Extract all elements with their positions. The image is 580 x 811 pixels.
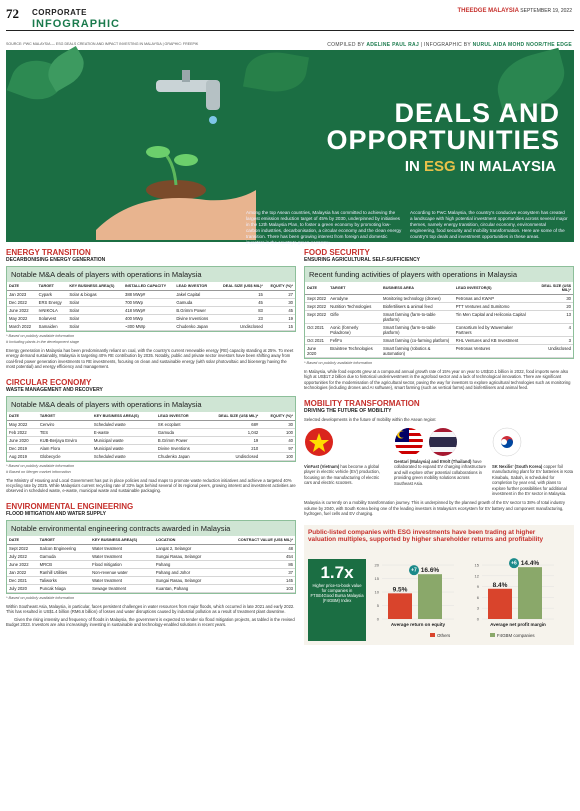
table-cell: Petronas Ventures	[454, 345, 530, 358]
y-tick-label: 3	[476, 605, 479, 611]
table-cell: Monitoring technology (drones)	[381, 295, 454, 303]
intro-left: Among the top Asean countries, Malaysia has committed to achieving the largest emission reduction target of 45% by 2030, underpinned by initiatives in the 12th Malaysia Plan, to foster a green economy by promoting low-carbon industries, decarbonisation, a circular economy and the clean energy transition. There has been growing interest from foreign and domestic investors in the country's green economy.	[246, 210, 402, 245]
table-cell: Divine Inventions	[156, 444, 203, 452]
table-cell: Aug 2019	[7, 452, 38, 460]
data-label: 8.4%	[492, 581, 508, 589]
table-cell: Jan 2022	[7, 568, 38, 576]
table-cell: Scheduled waste	[92, 452, 156, 460]
left-column: ENERGY TRANSITION DECARBONISING ENERGY GENERATION Notable M&A deals of players with operations in Malaysia DATE TARGET KEY BUSINESS AREA(S) INSTALLED CAPACITY LEAD INVESTOR DEAL SIZE (US$ MIL)* EQUITY (%)* Jan 2023 Cypark Solar & biogas 388 MWp# Jakel Capital 15 27 Dec 2022 ERS Energy Solar 700 MWp Gamuda 45 30 June 2022 reNIKOLA Solar 418 MWp# B.Grimm Power 83 45 May 2022 Solarvest Solar 400 MWp Divine Inventions 23 19 March 2022 Samaiden Solar ~300 MWp Chudenko Japan Undisclosed 15 * Based on publicly available information # Including plants in the development stage Energy generation in Malaysia has been predominantly reliant on coal, with the country's current renewable energy (RE) capacity standing at 25%. To meet energy demand sustainably, Malaysia is targeting 40% RE contribution by 2035. Notably, public and private sector investors have been shifting away from coal-fired power generation investments to RE investments, focusing on clean and sustainable energy (with solar photovoltaic and bioenergy having the most potential) and energy efficiency and management. CIRCULAR ECONOMY WASTE MANAGEMENT AND RECOVERY Notable M&A deals of players with operations in Malaysia DATE TARGET KEY BUSINESS AREA(S) LEAD INVESTOR DEAL SIZE (US$ MIL)* EQUITY (%)* May 2022 Cenviro Scheduled waste SK ecoplant 68# 30 Feb 2022 TES E-waste Gamuda 1,042 100 June 2020 KUB-Berjaya Enviro Municipal waste B.Grimm Power 19 40 Dec 2019 Alam Flora Municipal waste Divine Inventions 210 97 Aug 2019 Globecycle Scheduled waste Chudenko Japan Undisclosed 100 * Based on publicly available information # Based on Merger market information The Ministry of Housing and Local Government has put in place policies and road maps to promote waste reduction initiatives and achieve a targeted 40% recycling rate by 2025. While Malaysia's current recycling rate of 33% lags behind several of its regional peers, growing interest and investment activities are observed in scheduled waste, e-waste, municipal waste and sustainable packaging. ENVIRONMENTAL ENGINEERING FLOOD MITIGATION AND WATER SUPPLY Notable environmental engineering contracts awarded in Malaysia DATE TARGET KEY BUSINESS AREA(S) LOCATION CONTRACT VALUE (US$ MIL)* Sept 2022 Salcon Engineering Water treatment Langat 2, Selangor 48 July 2022 Gamuda Water treatment Sungai Rasau, Selangor 454 June 2022 MRCB Flood mitigation Pahang 86 Jan 2022 Ranhill Utilities Non-revenue water Pahang and Johor 37 Dec 2021 Taliworks Water treatment Sungai Rasau, Selangor 145 July 2020 Puncak Niaga Sewage treatment Kuantan, Pahang 103 * Based on publicly available information Within Southeast Asia, Malaysia, in particular, faces persistent challenges in water resources from major floods, which occurred in late 2021 and early 2022. This has resulted in US$1.4 billion (RM6.6 billion) of losses and water disruptions caused by industrial pollution as a result of treatment plant downtime. Given the rising intensity and frequency of floods in Malaysia, the government is expected to tender six flood mitigation projects, as tabled in the revised Budget 2023. Investors are also increasingly investing in sustainable and technology-enabled solutions in recent years.	[6, 248, 296, 628]
table-row	[305, 337, 573, 345]
table-cell: Sept 2022	[305, 295, 328, 303]
table-cell: Gamuda	[174, 299, 215, 307]
table-cell: Flood mitigation	[90, 560, 154, 568]
table-cell: Solar & biogas	[67, 291, 123, 299]
table-cell: 103	[218, 584, 295, 592]
table-cell: Puncak Niaga	[38, 584, 90, 592]
table-cell: Municipal waste	[92, 444, 156, 452]
table-cell: 100	[260, 428, 295, 436]
table-cell: June 2020	[7, 436, 38, 444]
table-cell: Scheduled waste	[92, 420, 156, 428]
table-cell: Sept 2022	[305, 311, 328, 324]
table-cell: Jakel Capital	[174, 291, 215, 299]
table-cell: July 2022	[7, 552, 38, 560]
circular-table-title: Notable M&A deals of players with operations in Malaysia	[7, 397, 295, 412]
circular-paragraph: The Ministry of Housing and Local Government has put in place policies and road maps to promote waste reduction initiatives and achieve a targeted 40% recycling rate by 2025. While Malaysia's current recycling rate of 33% lags behind several of its regional peers, growing interest and investment activities are observed in scheduled waste, e-waste, municipal waste and sustainable packaging.	[6, 477, 296, 494]
energy-heading: ENERGY TRANSITION	[6, 248, 91, 257]
table-cell: June 2022	[7, 307, 37, 315]
table-cell: Water treatment	[90, 576, 154, 584]
table-cell: ERS Energy	[37, 299, 68, 307]
circular-table-body	[7, 420, 295, 460]
enveng-paragraph-2: Given the rising intensity and frequency of floods in Malaysia, the government is expected to tender six flood mitigation projects, as tabled in the revised Budget 2023. Investors are also increasingly investing in sustainable and technology-enabled solutions in recent years.	[6, 616, 295, 628]
table-cell: Chudenko Japan	[174, 323, 215, 331]
table-cell: Alam Flora	[38, 444, 92, 452]
table-cell: 23	[215, 315, 265, 323]
publication: THEEDGE MALAYSIA	[457, 8, 519, 14]
table-cell: Solar	[67, 315, 123, 323]
table-cell: Dec 2022	[7, 299, 37, 307]
diff-label: +6	[511, 560, 517, 567]
table-cell: Solar	[67, 307, 123, 315]
y-tick-label: 20	[374, 562, 379, 568]
table-cell: 30	[530, 295, 573, 303]
legend-label: Others	[437, 632, 451, 638]
esg-chart-panel	[304, 525, 574, 645]
food-table: Recent funding activities of players with operations in Malaysia DATE TARGET BUSINESS AREA LEAD INVESTOR(S) DEAL SIZE (US$ MIL)* Sept 2022 Aerodyne Monitoring technology (drones) Petronas and KWAP 30 Sept 2022 Nutrition Technologies Biofertilisers & animal feed PTT Ventures and Sumitomo 20 Sept 2022 Gifle Smart farming (farm-to-table platform) Tin Men Capital and Heliconia Capital 13 Oct 2021 Aonic (formerly Poladrone) Smart farming (farm-to-table platform) Consortium led by Wavemaker Partners 4 Oct 2021 FefiFo Smart farming (co-farming platform) RHL Ventures and KB Investment 3 June 2020 Braintree Technologies Smart farming (robotics & automation) Petronas Ventures Undisclosed	[304, 266, 574, 359]
legend-label: F4GBM companies	[497, 632, 535, 638]
table-cell: Smart farming (farm-to-table platform)	[381, 324, 454, 337]
table-cell: 15	[265, 323, 295, 331]
table-cell: 454	[218, 552, 295, 560]
table-cell: Cypark	[37, 291, 68, 299]
table-row	[305, 303, 573, 311]
bar	[518, 567, 542, 619]
table-cell: 19	[203, 436, 260, 444]
table-cell: Sept 2022	[7, 544, 38, 552]
table-cell: Braintree Technologies	[328, 345, 381, 358]
hero-title: DEALS AND OPPORTUNITIES	[326, 98, 560, 155]
mobility-item-south-korea: SK Nexilis' (South Korea) copper foil manufacturing plant for EV batteries in Kota Kinabalu, Sabah, is scheduled for completion by year end, with plans to explore further possibilities for additional investment in the EV sector in Malaysia.	[492, 427, 574, 496]
table-cell: 30	[260, 420, 295, 428]
right-column: FOOD SECURITY ENSURING AGRICULTURAL SELF-SUFFICIENCY Recent funding activities of players with operations in Malaysia DATE TARGET BUSINESS AREA LEAD INVESTOR(S) DEAL SIZE (US$ MIL)* Sept 2022 Aerodyne Monitoring technology (drones) Petronas and KWAP 30 Sept 2022 Nutrition Technologies Biofertilisers & animal feed PTT Ventures and Sumitomo 20 Sept 2022 Gifle Smart farming (farm-to-table platform) Tin Men Capital and Heliconia Capital 13 Oct 2021 Aonic (formerly Poladrone) Smart farming (farm-to-table platform) Consortium led by Wavemaker Partners 4 Oct 2021 FefiFo Smart farming (co-farming platform) RHL Ventures and KB Investment 3 June 2020 Braintree Technologies Smart farming (robotics & automation) Petronas Ventures Undisclosed * Based on publicly available information In Malaysia, while food exports grew at a compound annual growth rate of 15% year on year to US$10.1 billion in 2022, food imports were also high at US$17.2 billion due to historical underinvestment in the agrofood sector and a lack of technological innovation. There are significant opportunities for the modernisation of the agricultural sector, paving the way for investors to explore agricultural technologies such as monitoring technologies (including drones and AI software), smart farming (such as vertical farms) and biofertilisers and animal feed. MOBILITY TRANSFORMATION DRIVING THE FUTURE OF MOBILITY Selected developments in the future of mobility within the Asean region: VinFast (Vietnam) has become a global player in electric vehicle (EV) production, focusing on the manufacturing of electric cars and electric scooters. Gentari (Malaysia) and EVolt (Thailand) have collaborated to expand EV charging infrastructure and will explore other potential collaborations in providing green mobility solutions across Southeast Asia. SK Nexilis' (South Korea) copper foil manufacturing plant for EV batteries in Kota Kinabalu, Sabah, is scheduled for completion by year end, with plans to explore further possibilities for additional investment in the EV sector in Malaysia. Malaysia is currently on a mobility transformation journey. This is underpinned by the planned growth of the EV sector to 38% of total industry volume by 2040, with South Korea being one of the leading investors in Malaysia's ecosystem for EV battery and component manufacturing, hydrogen, fuel cells and EV charging. Public-listed companies with ESG investments have been trading at higher valuation multiples, supported by higher shareholder returns and profitability 1.7x Higher price-to-book value for companies in FTSE4Good Bursa Malaysia (F4GBM) Index 0 5 10 15 20 9.5% 16.6% +7 Average return on equity 0 3 6 9 12 15 8.4% 14.4% +6 Average net profit margin Others F4GBM companies	[304, 248, 574, 645]
table-cell: PTT Ventures and Sumitomo	[454, 303, 530, 311]
enveng-heading: ENVIRONMENTAL ENGINEERING	[6, 501, 134, 511]
table-cell: Petronas and KWAP	[454, 295, 530, 303]
table-cell: Dec 2019	[7, 444, 38, 452]
leaf-decoration	[243, 47, 309, 97]
table-cell: 15	[215, 291, 265, 299]
mobility-subheading: DRIVING THE FUTURE OF MOBILITY	[304, 407, 392, 414]
category-label: Average return on equity	[390, 621, 446, 627]
table-cell: 30	[265, 299, 295, 307]
compiler: ADELINE PAUL RAJ	[366, 42, 420, 48]
table-cell: Smart farming (robotics & automation)	[381, 345, 454, 358]
table-cell: Dec 2021	[7, 576, 38, 584]
table-cell: Tin Men Capital and Heliconia Capital	[454, 311, 530, 324]
table-row	[7, 323, 295, 331]
data-label: 14.4%	[520, 559, 540, 567]
food-table-body	[305, 295, 573, 358]
table-cell: Jan 2023	[7, 291, 37, 299]
table-row	[7, 436, 295, 444]
energy-subheading: DECARBONISING ENERGY GENERATION	[6, 257, 106, 263]
table-row	[7, 584, 295, 592]
table-row	[305, 345, 573, 358]
table-cell: July 2020	[7, 584, 38, 592]
circular-heading: CIRCULAR ECONOMY	[6, 377, 92, 387]
table-cell: Cenviro	[38, 420, 92, 428]
table-cell: Taliworks	[38, 576, 90, 584]
table-cell: 48	[218, 544, 295, 552]
y-tick-label: 10	[374, 589, 379, 595]
table-cell: ~300 MWp	[123, 323, 174, 331]
table-row	[7, 428, 295, 436]
table-cell: Kuantan, Pahang	[154, 584, 218, 592]
bar	[418, 574, 442, 619]
table-cell: E-waste	[92, 428, 156, 436]
table-cell: Solarvest	[37, 315, 68, 323]
table-cell: Biofertilisers & animal feed	[381, 303, 454, 311]
vietnam-flag-icon	[304, 427, 334, 457]
table-cell: Smart farming (farm-to-table platform)	[381, 311, 454, 324]
table-cell: Non-revenue water	[90, 568, 154, 576]
table-cell: RHL Ventures and KB Investment	[454, 337, 530, 345]
table-cell: Undisclosed	[215, 323, 265, 331]
table-cell: Solar	[67, 299, 123, 307]
table-row	[7, 544, 295, 552]
table-cell: Consortium led by Wavemaker Partners	[454, 324, 530, 337]
table-cell: Ranhill Utilities	[38, 568, 90, 576]
intro-right: According to PwC Malaysia, the country's conducive ecosystem has created a landscape with high potential investment opportunities across several major themes, namely energy transition, circular economy, environmental engineering, food security and mobility transformation. Here are some of the country's top deals and investment opportunities in these areas.	[410, 210, 568, 239]
y-tick-label: 15	[474, 562, 479, 568]
hand-plant-icon	[66, 130, 266, 240]
mobility-item-vietnam: VinFast (Vietnam) has become a global player in electric vehicle (EV) production, focusing on the manufacturing of electric cars and electric scooters.	[304, 427, 388, 496]
legend-swatch	[490, 633, 495, 637]
page-number: 72	[6, 6, 19, 21]
table-cell: 210	[203, 444, 260, 452]
circular-table: Notable M&A deals of players with operations in Malaysia DATE TARGET KEY BUSINESS AREA(S) LEAD INVESTOR DEAL SIZE (US$ MIL)* EQUITY (%)* May 2022 Cenviro Scheduled waste SK ecoplant 68# 30 Feb 2022 TES E-waste Gamuda 1,042 100 June 2020 KUB-Berjaya Enviro Municipal waste B.Grimm Power 19 40 Dec 2019 Alam Flora Municipal waste Divine Inventions 210 97 Aug 2019 Globecycle Scheduled waste Chudenko Japan Undisclosed 100	[6, 396, 296, 462]
table-row	[7, 576, 295, 584]
table-cell: 700 MWp	[123, 299, 174, 307]
table-cell: 388 MWp#	[123, 291, 174, 299]
source-line: SOURCE: PWC MALAYSIA — ESG DEALS CREATION AND IMPACT INVESTING IN MALAYSIA | GRAPHIC: FREEPIK	[6, 42, 199, 46]
infographic-tag: INFOGRAPHIC	[32, 18, 120, 30]
food-table-title: Recent funding activities of players with operations in Malaysia	[305, 267, 573, 282]
table-cell: 68#	[203, 420, 260, 428]
valuation-callout	[308, 559, 366, 641]
table-cell: 418 MWp#	[123, 307, 174, 315]
table-row	[7, 307, 295, 315]
table-cell: 3	[530, 337, 573, 345]
table-cell: May 2022	[7, 420, 38, 428]
table-cell: 13	[530, 311, 573, 324]
table-cell: B.Grimm Power	[156, 436, 203, 444]
south-korea-flag-icon	[492, 427, 522, 457]
enveng-paragraph-1: Within Southeast Asia, Malaysia, in particular, faces persistent challenges in water resources from major floods, which occurred in late 2021 and early 2022. This has resulted in US$1.4 billion (RM6.6 billion) of losses and water disruptions caused by industrial pollution as a result of treatment plant downtime.	[6, 603, 295, 615]
circular-subheading: WASTE MANAGEMENT AND RECOVERY	[6, 386, 103, 393]
table-cell: Gamuda	[38, 552, 90, 560]
table-cell: Oct 2021	[305, 337, 328, 345]
energy-table-body	[7, 291, 295, 331]
table-cell: Sewage treatment	[90, 584, 154, 592]
table-cell: Feb 2022	[7, 428, 38, 436]
table-cell: 45	[265, 307, 295, 315]
food-heading: FOOD SECURITY	[304, 248, 370, 257]
table-cell: Samaiden	[37, 323, 68, 331]
table-cell: TES	[38, 428, 92, 436]
section-label: CORPORATE	[32, 8, 88, 17]
callout-text: Higher price-to-book value for companies in FTSE4Good Bursa Malaysia (F4GBM) Index	[310, 582, 364, 604]
table-cell: June 2022	[7, 560, 38, 568]
data-label: 16.6%	[420, 566, 440, 574]
table-cell: Sungai Rasau, Selangor	[154, 576, 218, 584]
callout-value: 1.7x	[320, 562, 354, 582]
table-row	[7, 291, 295, 299]
y-tick-label: 0	[476, 616, 479, 622]
table-row	[305, 295, 573, 303]
credits: COMPILED BY ADELINE PAUL RAJ | INFOGRAPHIC BY NURUL AIDA MOHD NOOR/THE EDGE	[327, 42, 572, 48]
table-cell: Langat 2, Selangor	[154, 544, 218, 552]
table-cell: Aerodyne	[328, 295, 381, 303]
y-tick-label: 0	[376, 616, 379, 622]
table-cell: 4	[530, 324, 573, 337]
malaysia-flag-icon	[394, 427, 424, 457]
table-row	[7, 568, 295, 576]
y-tick-label: 5	[376, 602, 379, 608]
table-cell: Sept 2022	[305, 303, 328, 311]
y-tick-label: 6	[476, 594, 479, 600]
y-tick-label: 15	[374, 575, 379, 581]
hero-banner	[6, 50, 574, 245]
table-cell: Aonic (formerly Poladrone)	[328, 324, 381, 337]
table-row	[7, 420, 295, 428]
table-row	[7, 444, 295, 452]
table-cell: 27	[265, 291, 295, 299]
energy-table-title: Notable M&A deals of players with operations in Malaysia	[7, 267, 295, 282]
mobility-items	[304, 427, 574, 496]
hero-subtitle: IN ESG IN MALAYSIA	[404, 158, 556, 175]
table-cell: B.Grimm Power	[174, 307, 215, 315]
mobility-heading: MOBILITY TRANSFORMATION	[304, 398, 420, 408]
table-cell: Gamuda	[156, 428, 203, 436]
data-label: 9.5%	[392, 586, 408, 594]
table-cell: Chudenko Japan	[156, 452, 203, 460]
table-cell: Gifle	[328, 311, 381, 324]
table-cell: Water treatment	[90, 552, 154, 560]
bar	[488, 588, 512, 618]
table-row	[7, 315, 295, 323]
diff-label: +7	[411, 567, 417, 574]
table-cell: Sungai Rasau, Selangor	[154, 552, 218, 560]
table-row	[7, 452, 295, 460]
table-cell: Divine Inventions	[174, 315, 215, 323]
table-cell: MRCB	[38, 560, 90, 568]
table-cell: June 2020	[305, 345, 328, 358]
chart-title: Public-listed companies with ESG investments have been trading at higher valuation multiples, supported by higher shareholder returns and profitability	[308, 528, 544, 544]
table-cell: Smart farming (co-farming platform)	[381, 337, 454, 345]
masthead	[457, 8, 572, 14]
table-cell: 97	[260, 444, 295, 452]
table-cell: 20	[530, 303, 573, 311]
table-cell: Nutrition Technologies	[328, 303, 381, 311]
table-cell: Undisclosed	[530, 345, 573, 358]
table-row	[7, 552, 295, 560]
table-cell: reNIKOLA	[37, 307, 68, 315]
enveng-subheading: FLOOD MITIGATION AND WATER SUPPLY	[6, 510, 106, 517]
issue-date: SEPTEMBER 19, 2022	[520, 8, 572, 14]
table-cell: Pahang and Johor	[154, 568, 218, 576]
table-cell: Globecycle	[38, 452, 92, 460]
mobility-lead: Selected developments in the future of mobility within the Asean region:	[304, 416, 437, 422]
table-cell: 83	[215, 307, 265, 315]
energy-table: Notable M&A deals of players with operations in Malaysia DATE TARGET KEY BUSINESS AREA(S) INSTALLED CAPACITY LEAD INVESTOR DEAL SIZE (US$ MIL)* EQUITY (%)* Jan 2023 Cypark Solar & biogas 388 MWp# Jakel Capital 15 27 Dec 2022 ERS Energy Solar 700 MWp Gamuda 45 30 June 2022 reNIKOLA Solar 418 MWp# B.Grimm Power 83 45 May 2022 Solarvest Solar 400 MWp Divine Inventions 23 19 March 2022 Samaiden Solar ~300 MWp Chudenko Japan Undisclosed 15	[6, 266, 296, 332]
table-cell: 145	[218, 576, 295, 584]
table-cell: March 2022	[7, 323, 37, 331]
y-tick-label: 9	[476, 583, 479, 589]
mobility-item-malaysia-thailand: Gentari (Malaysia) and EVolt (Thailand) have collaborated to expand EV charging infrastructure and will explore other potential collaborations in providing green mobility solutions across Southeast Asia.	[394, 427, 486, 496]
food-subheading: ENSURING AGRICULTURAL SELF-SUFFICIENCY	[304, 257, 421, 263]
designer: NURUL AIDA MOHD NOOR/THE EDGE	[472, 42, 572, 48]
category-label: Average net profit margin	[490, 621, 546, 627]
food-paragraph: In Malaysia, while food exports grew at a compound annual growth rate of 15% year on year to US$10.1 billion in 2022, food imports were also high at US$17.2 billion due to historical underinvestment in the agrofood sector and a lack of technological innovation. There are significant opportunities for the modernisation of the agricultural sector, paving the way for investors to explore agricultural technologies such as monitoring technologies (including drones and AI software), smart farming (such as vertical farms) and biofertilisers and animal feed.	[304, 369, 571, 391]
table-cell: 40	[260, 436, 295, 444]
table-cell: 86	[218, 560, 295, 568]
table-cell: Water treatment	[90, 544, 154, 552]
legend-swatch	[430, 633, 435, 637]
enveng-table-title: Notable environmental engineering contracts awarded in Malaysia	[7, 521, 295, 536]
table-row	[305, 324, 573, 337]
mobility-paragraph: Malaysia is currently on a mobility transformation journey. This is underpinned by the planned growth of the EV sector to 38% of total industry volume by 2040, with South Korea being one of the leading investors in Malaysia's ecosystem for EV battery and component manufacturing, hydrogen, fuel cells and EV charging.	[304, 500, 566, 517]
table-cell: Municipal waste	[92, 436, 156, 444]
table-cell: Pahang	[154, 560, 218, 568]
table-cell: Salcon Engineering	[38, 544, 90, 552]
table-cell: KUB-Berjaya Enviro	[38, 436, 92, 444]
table-cell: 45	[215, 299, 265, 307]
table-cell: FefiFo	[328, 337, 381, 345]
table-row	[305, 311, 573, 324]
enveng-table-body	[7, 544, 295, 592]
energy-paragraph: Energy generation in Malaysia has been predominantly reliant on coal, with the country's current renewable energy (RE) capacity standing at 25%. To meet energy demand sustainably, Malaysia is targeting 40% RE contribution by 2035. Notably, public and private sector investors have been shifting away from coal-fired power generation investments to RE investments, focusing on clean and sustainable energy (with solar photovoltaic and bioenergy having the most potential) and energy efficiency and management.	[6, 348, 294, 370]
table-cell: Oct 2021	[305, 324, 328, 337]
header-divider	[6, 30, 574, 31]
table-cell: 1,042	[203, 428, 260, 436]
table-cell: Solar	[67, 323, 123, 331]
table-cell: May 2022	[7, 315, 37, 323]
table-cell: Undisclosed	[203, 452, 260, 460]
bar-chart	[370, 557, 566, 643]
table-cell: 19	[265, 315, 295, 323]
enveng-table: Notable environmental engineering contracts awarded in Malaysia DATE TARGET KEY BUSINESS AREA(S) LOCATION CONTRACT VALUE (US$ MIL)* Sept 2022 Salcon Engineering Water treatment Langat 2, Selangor 48 July 2022 Gamuda Water treatment Sungai Rasau, Selangor 454 June 2022 MRCB Flood mitigation Pahang 86 Jan 2022 Ranhill Utilities Non-revenue water Pahang and Johor 37 Dec 2021 Taliworks Water treatment Sungai Rasau, Selangor 145 July 2020 Puncak Niaga Sewage treatment Kuantan, Pahang 103	[6, 520, 296, 594]
table-row	[7, 560, 295, 568]
table-row	[7, 299, 295, 307]
table-cell: 37	[218, 568, 295, 576]
y-tick-label: 12	[474, 572, 479, 578]
table-cell: 400 MWp	[123, 315, 174, 323]
table-cell: SK ecoplant	[156, 420, 203, 428]
thailand-flag-icon	[428, 427, 458, 457]
bar	[388, 593, 412, 619]
table-cell: 100	[260, 452, 295, 460]
faucet-icon	[146, 70, 236, 130]
